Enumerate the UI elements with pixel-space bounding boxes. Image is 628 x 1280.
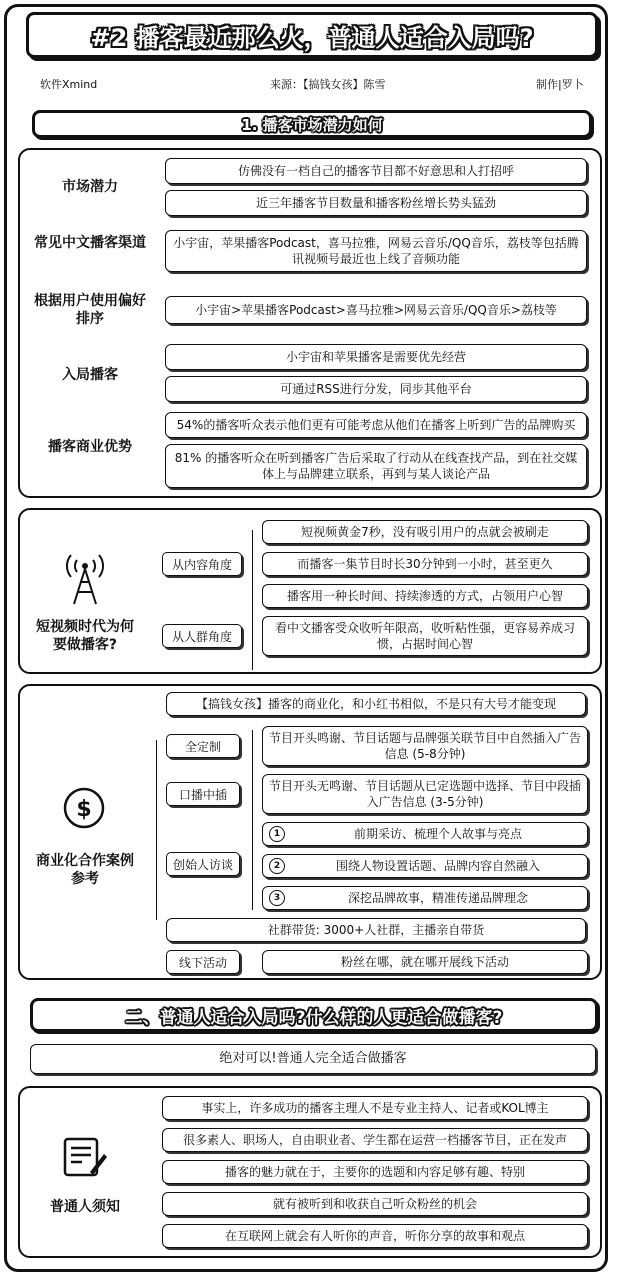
row-item: 粉丝在哪，就在哪开展线下活动 bbox=[262, 950, 588, 974]
community-item: 社群带货: 3000+人社群，主播亲自带货 bbox=[166, 918, 586, 942]
dollar-coin-icon bbox=[62, 786, 106, 830]
row-label-business: 播客商业优势 bbox=[48, 439, 132, 455]
number-badge: 1 bbox=[269, 826, 285, 842]
row-item: 看中文播客受众收听年限高，收听粘性强，更容易养成习惯，占据时间心智 bbox=[262, 616, 588, 656]
notepad-pen-icon bbox=[62, 1136, 108, 1178]
group-label-midroll: 口播中插 bbox=[166, 782, 240, 806]
row-item: 小宇宙，苹果播客Podcast，喜马拉雅，网易云音乐/QQ音乐，荔枝等包括腾讯视频号最近也上线了音频功能 bbox=[165, 230, 587, 272]
row-item: 而播客一集节目时长30分钟到一小时，甚至更久 bbox=[262, 552, 588, 576]
section4-label: 普通人须知 bbox=[50, 1199, 120, 1215]
meta-software: 软件Xmind bbox=[40, 78, 98, 91]
section3-top-item: 【搞钱女孩】播客的商业化，和小红书相似，不是只有大号才能变现 bbox=[166, 692, 586, 716]
row-label-channels: 常见中文播客渠道 bbox=[34, 235, 146, 251]
page-title-text: #2 播客最近那么火，普通人适合入局吗? bbox=[90, 23, 534, 52]
row-item: 小宇宙>苹果播客Podcast>喜马拉雅>网易云音乐/QQ音乐>荔枝等 bbox=[165, 296, 587, 324]
row-item: 就有被听到和收获自己听众粉丝的机会 bbox=[162, 1192, 588, 1216]
row-item: 节目开头鸣谢、节目话题与品牌强关联节目中自然插入广告信息 (5-8分钟) bbox=[262, 726, 588, 766]
row-label-market: 市场潜力 bbox=[62, 179, 118, 195]
row-item: 仿佛没有一档自己的播客节目都不好意思和人打招呼 bbox=[165, 158, 587, 184]
row-item: 事实上，许多成功的播客主理人不是专业主持人、记者或KOL博主 bbox=[162, 1096, 588, 1120]
numbered-item-text: 深挖品牌故事，精准传递品牌理念 bbox=[347, 891, 528, 905]
row-item: 在互联网上就会有人听你的声音，听你分享的故事和观点 bbox=[162, 1224, 588, 1248]
row-item: 54%的播客听众表示他们更有可能考虑从他们在播客上听到广告的品牌购买 bbox=[165, 412, 587, 438]
meta-maker: 制作|罗卜 bbox=[536, 78, 584, 91]
group-label-offline: 线下活动 bbox=[166, 950, 240, 974]
connector-line bbox=[252, 530, 253, 670]
section1-heading-text: 1. 播客市场潜力如何 bbox=[241, 115, 383, 134]
meta-source: 来源：【搞钱女孩】陈雪 bbox=[270, 78, 386, 91]
signal-tower-icon bbox=[60, 552, 110, 606]
connector-line bbox=[156, 740, 157, 920]
row-item: 播客的魅力就在于，主要你的选题和内容足够有趣、特别 bbox=[162, 1160, 588, 1184]
row-item: 很多素人、职场人，自由职业者、学生都在运营一档播客节目，正在发声 bbox=[162, 1128, 588, 1152]
connector-line bbox=[252, 730, 253, 910]
numbered-item-text: 围绕人物设置话题、品牌内容自然融入 bbox=[335, 859, 540, 873]
section4-answer: 绝对可以!普通人完全适合做播客 bbox=[30, 1044, 596, 1074]
group-label-content: 从内容角度 bbox=[162, 552, 242, 576]
page-title bbox=[26, 12, 598, 58]
numbered-item bbox=[262, 886, 588, 910]
row-item: 81% 的播客听众在听到播客广告后采取了行动从在线查找产品，到在社交媒体上与品牌建立联系，再到与某人谈论产品 bbox=[165, 444, 587, 488]
row-item: 节目开头无鸣谢、节目话题从已定选题中选择、节目中段插入广告信息 (3-5分钟) bbox=[262, 774, 588, 814]
section3-label: 商业化合作案例参考 bbox=[36, 853, 134, 887]
group-label-custom: 全定制 bbox=[166, 734, 240, 758]
row-item: 短视频黄金7秒，没有吸引用户的点就会被刷走 bbox=[262, 520, 588, 544]
row-item: 近三年播客节目数量和播客粉丝增长势头猛劲 bbox=[165, 190, 587, 216]
row-label-entry: 入局播客 bbox=[62, 367, 118, 383]
numbered-item bbox=[262, 854, 588, 878]
row-item: 小宇宙和苹果播客是需要优先经营 bbox=[165, 344, 587, 370]
numbered-item-text: 前期采访、梳理个人故事与亮点 bbox=[353, 827, 522, 841]
group-label-audience: 从人群角度 bbox=[162, 624, 242, 648]
row-item: 播客用一种长时间、持续渗透的方式，占领用户心智 bbox=[262, 584, 588, 608]
row-label-ranking: 根据用户使用偏好排序 bbox=[34, 293, 146, 327]
section1-heading bbox=[32, 110, 592, 138]
numbered-item bbox=[262, 822, 588, 846]
section4-heading bbox=[30, 998, 598, 1032]
row-item: 可通过RSS进行分发，同步其他平台 bbox=[165, 376, 587, 402]
number-badge: 2 bbox=[269, 858, 285, 874]
number-badge: 3 bbox=[269, 890, 285, 906]
group-label-interview: 创始人访谈 bbox=[166, 852, 240, 876]
section2-label: 短视频时代为何要做播客? bbox=[36, 619, 134, 653]
section4-heading-text: 二、普通人适合入局吗?什么样的人更适合做播客? bbox=[125, 1007, 503, 1028]
svg-text:$: $ bbox=[76, 797, 92, 822]
